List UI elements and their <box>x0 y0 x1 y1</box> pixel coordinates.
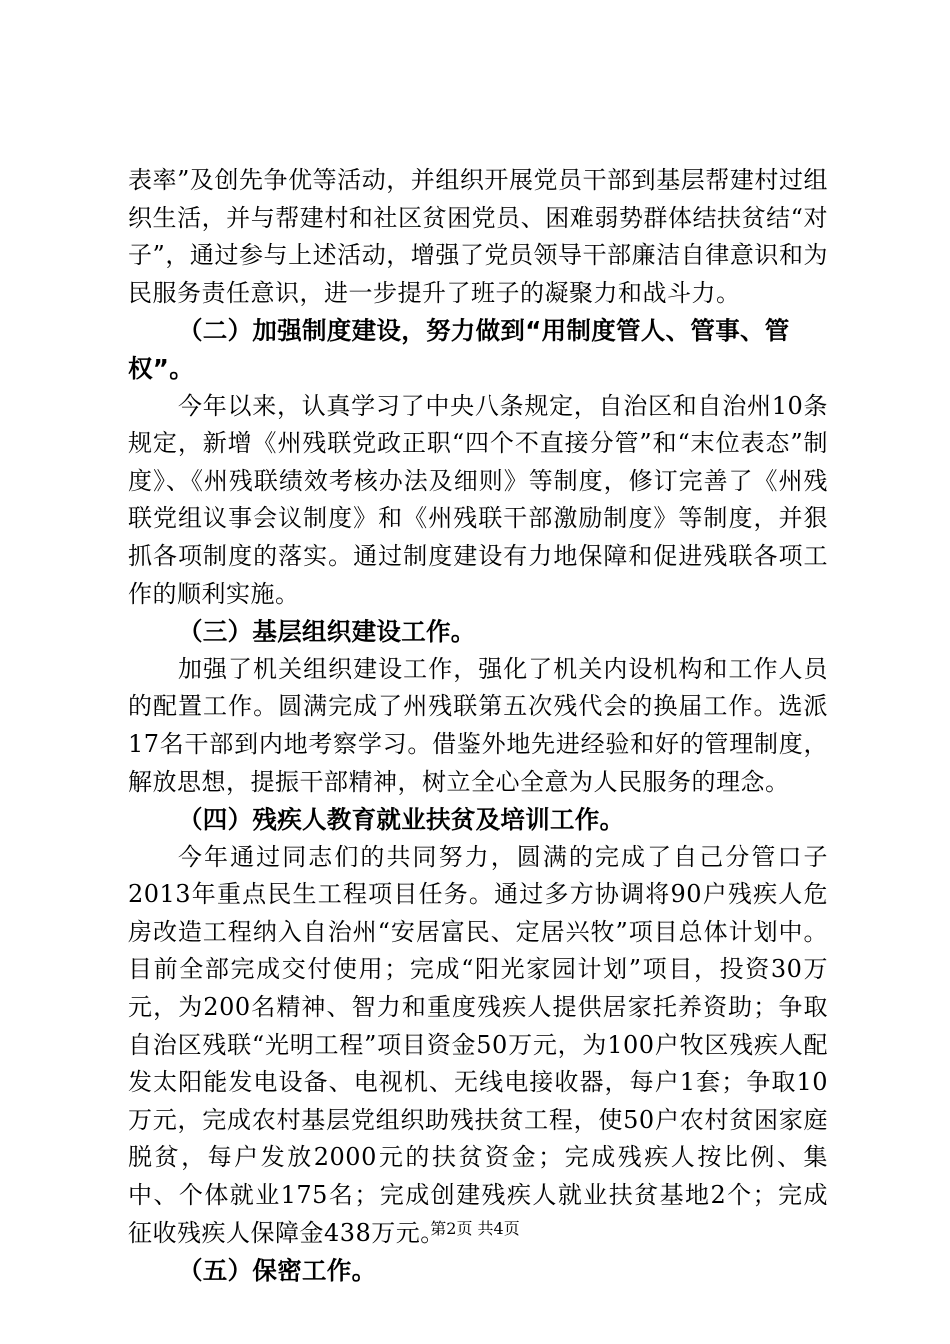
section-heading: （四）残疾人教育就业扶贫及培训工作。 <box>178 805 625 835</box>
paragraph: 表率”及创先争优等活动，并组织开展党员干部到基层帮建村过组织生活，并与帮建村和社区贫困党员、困难弱势群体结扶贫结“对子”，通过参与上述活动，增强了党员领导干部廉洁自律意识和为民服务责任意识，进一步提升了班子的凝聚力和战斗力。 <box>128 166 828 307</box>
paragraph: 加强了机关组织建设工作，强化了机关内设机构和工作人员的配置工作。圆满完成了州残联第五次残代会的换届工作。选派17名干部到内地考察学习。借鉴外地先进经验和好的管理制度，解放思想，提振干部精神，树立全心全意为人民服务的理念。 <box>128 654 828 796</box>
paragraph: 今年通过同志们的共同努力，圆满的完成了自己分管口子2013年重点民生工程项目任务。通过多方协调将90户残疾人危房改造工程纳入自治州“安居富民、定居兴牧”项目总体计划中。目前全部完成交付使用；完成“阳光家园计划”项目，投资30万元，为200名精神、智力和重度残疾人提供居家托养资助；争取自治区残联“光明工程”项目资金50万元，为100户牧区残疾人配发太阳能发电设备、电视机、无线电接收器，每户1套；争取10万元，完成农村基层党组织助残扶贫工程，使50户农村贫困家庭脱贫，每户发放2000元的扶贫资金；完成残疾人按比例、集中、个体就业175名；完成创建残疾人就业扶贫基地2个；完成征收残疾人保障金438万元。 <box>128 842 828 1247</box>
page-footer: 第2页 共4页 <box>430 1219 520 1238</box>
section-heading: （五）保密工作。 <box>178 1256 377 1286</box>
section-heading: （二）加强制度建设，努力做到“用制度管人、管事、管权”。 <box>128 316 790 383</box>
section-heading: （三）基层组织建设工作。 <box>178 617 476 647</box>
paragraph: 今年以来，认真学习了中央八条规定，自治区和自治州10条规定，新增《州残联党政正职“四个不直接分管”和“末位表态”制度》、《州残联绩效考核办法及细则》等制度，修订完善了《州残联党组议事会议制度》和《州残联干部激励制度》等制度，并狠抓各项制度的落实。通过制度建设有力地保障和促进残联各项工作的顺利实施。 <box>128 391 828 608</box>
document-body <box>128 162 828 1290</box>
